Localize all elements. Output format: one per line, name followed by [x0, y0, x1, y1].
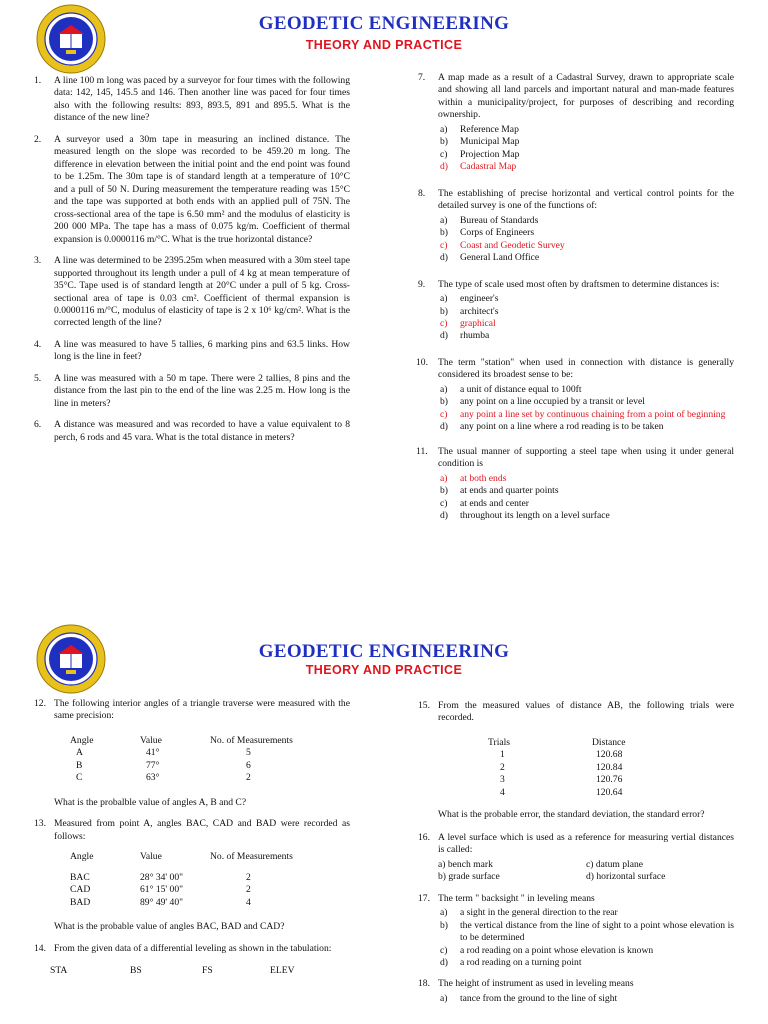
- option-c: c) Projection Map: [440, 148, 520, 160]
- question-7: 7. A map made as a result of a Cadastral Survey, drawn to appropriate scale and showing all land parcels and important natural and man-made features within a municipality/project, for purposes of describing and recording ownership. a) Reference Map b) Municipal Map c) Projection Map d) Cadastral Map: [418, 72, 734, 173]
- option-b: b) at ends and quarter points: [440, 485, 559, 497]
- table-row: 3 120.76: [500, 774, 623, 786]
- question-prompt: What is the probalble value of angles A, B and C?: [54, 796, 247, 808]
- question-3: 3. A line was determined to be 2395.25m when measured with a 30m steel tape supported throughout its length under a pull of 4 kg at mean temperature of 35°C. Tape used is of standard length at 20°C under a pull of 5 kg. Cross-sectional area of tape is 0.03 cm². Coefficient of thermal expansion is 0.0000116 m/°C, modulus of elasticity of tape is 2 x 10⁶ kg/cm². What is the corrected length of the line?: [34, 255, 350, 329]
- page-subtitle: THEORY AND PRACTICE: [305, 663, 463, 677]
- page1-left-column: [34, 75, 350, 453]
- question-text: From the given data of a differential leveling as shown in the tabulation:: [54, 942, 332, 954]
- table-row: C 63° 2: [76, 772, 251, 784]
- question-1: 1. A line 100 m long was paced by a surveyor for four times with the following data: 142, 145, 145.5 and 146. Then another line was paced for four times also with the following results: 893, 893.5, 891 and 895.5. What is the distance of the new line?: [34, 75, 350, 124]
- question-text: The height of instrument as used in leveling means: [438, 978, 634, 990]
- table-row: CAD 61° 15' 00" 2: [70, 884, 251, 896]
- option-c: c) a rod reading on a point whose elevation is known: [440, 944, 654, 956]
- option-a: a) a unit of distance equal to 100ft: [440, 383, 582, 395]
- question-text: The term "station" when used in connection with distance is generally considered its broadest sense to be:: [438, 356, 734, 381]
- table-row: 4 120.64: [500, 786, 623, 798]
- option-a: a) Reference Map: [440, 123, 519, 135]
- option-a: a) Bureau of Standards: [440, 214, 539, 226]
- option-d: d) rhumba: [440, 330, 490, 342]
- question-text: A level surface which is used as a reference for measuring vertial distances is called:: [438, 831, 734, 856]
- option-a: a) a sight in the general direction to the rear: [440, 907, 618, 919]
- page-title: GEODETIC ENGINEERING: [258, 13, 510, 34]
- option-d-answer: d) Cadastral Map: [440, 161, 517, 173]
- question-text: The type of scale used most often by draftsmen to determine distances is:: [438, 278, 720, 290]
- question-text: The following interior angles of a triangle traverse were measured with the same precision:: [54, 698, 350, 722]
- question-15: 15. From the measured values of distance AB, the following trials were recorded. Trials Distance 1 120.68 2 120.84 3 120.76 4 120.64 What is the probable error, the standard deviation, the standard error?: [418, 700, 734, 821]
- option-a-answer: a) at both ends: [440, 472, 507, 484]
- question-text: The establishing of precise horizontal and vertical control points for the detailed survey is one of the functions of:: [438, 187, 734, 212]
- question-12: 12. The following interior angles of a triangle traverse were measured with the same precision: Angle Value No. of Measurements A 41° 5 B 77° 6 C 63° 2 What is the probalble value of angles A, B and C?: [34, 698, 350, 808]
- question-10: 10. The term "station" when used in connection with distance is generally considered its broadest sense to be: a) a unit of distance equal to 100ft b) any point on a line occupied by a transit or level c) any point a line set by continuous chaining from a point of beginning d) any point on a line where a rod reading is to be taken: [416, 356, 734, 433]
- table-row: BAC 28° 34' 00" 2: [70, 871, 251, 883]
- page2-right-column: [418, 700, 734, 1014]
- page-2: [0, 620, 768, 1024]
- option-c: c) at ends and center: [440, 497, 529, 509]
- options-grid: [438, 859, 734, 884]
- angles-table: Angle Value No. of Measurements BAC 28° 34' 00" 2 CAD 61° 15' 00" 2 BAD 89° 49' 40" 4: [70, 851, 293, 908]
- option-b: b) Municipal Map: [440, 136, 520, 148]
- question-2: 2. A surveyor used a 30m tape in measuring an inclined distance. The measured length on the slope was recorded to be 459.20 m long. The difference in elevation between the initial point and the end point was found to be 1.25m. The 30m tape is of standard length at a temperature of 10°C and a pull of 50 N. During measurement the temperature reading was 15°C and the tape was supported at both ends with an applied pull of 75N. The cross-sectional area of the tape is 6.50 mm² and the modulus of elasticity is 200 000 MPa. The tape has a mass of 0.075 kg/m. Coefficient of thermal expansion is 0.0000116 m/°C. What is the true horizontal distance?: [34, 133, 350, 245]
- table-row: 2 120.84: [500, 761, 623, 773]
- question-18: 18. The height of instrument as used in leveling means a) tance from the ground to the line of sight: [418, 978, 734, 1005]
- option-d: d) a rod reading on a turning point: [440, 956, 582, 968]
- option-b: b) grade surface: [438, 871, 500, 883]
- option-b: b) the vertical distance from the line of sight to a point whose elevation is to be determined: [440, 919, 734, 944]
- option-d: d) General Land Office: [440, 252, 540, 264]
- trials-table: Trials Distance 1 120.68 2 120.84 3 120.76 4 120.64: [488, 736, 626, 798]
- question-4: 4. A line was measured to have 5 tallies, 6 marking pins and 63.5 links. How long is the line in feet?: [34, 338, 350, 363]
- question-text: A line was measured with a 50 m tape. There were 2 tallies, 8 pins and the distance from the last pin to the end of the line was 2.25 m. How long is the line in meters?: [54, 372, 350, 409]
- option-a: a) engineer's: [440, 293, 499, 305]
- question-text: The usual manner of supporting a steel tape when using it under general condition is: [438, 445, 734, 470]
- question-text: The term " backsight " in leveling means: [438, 892, 595, 904]
- option-c: c) datum plane: [586, 858, 644, 870]
- leveling-table: STA BS FS ELEV: [50, 965, 295, 977]
- page-title: GEODETIC ENGINEERING: [258, 641, 510, 662]
- question-text: A surveyor used a 30m tape in measuring an inclined distance. The measured length on the slope was recorded to be 459.20 m long. The difference in elevation between the initial point and the end point was found to be 1.25m. The 30m tape is of standard length at a temperature of 10°C and a pull of 50 N. During measurement the temperature reading was 15°C and the tape was supported at both ends with an applied pull of 75N. The cross-sectional area of the tape is 6.50 mm² and the modulus of elasticity is 200 000 MPa. The tape has a mass of 0.075 kg/m. Coefficient of thermal expansion is 0.0000116 m/°C. What is the true horizontal distance?: [54, 133, 350, 245]
- option-a: a) tance from the ground to the line of sight: [440, 992, 618, 1004]
- question-17: 17. The term " backsight " in leveling means a) a sight in the general direction to the rear b) the vertical distance from the line of sight to a point whose elevation is to be determined c) a rod reading on a point whose elevation is known d) a rod reading on a turning point: [418, 892, 734, 968]
- page2-left-column: [34, 698, 350, 987]
- table-row: B 77° 6: [76, 759, 251, 771]
- option-c-answer: c) any point a line set by continuous chaining from a point of beginning: [440, 408, 726, 420]
- option-d: d) throughout its length on a level surface: [440, 510, 610, 522]
- option-b: b) any point on a line occupied by a transit or level: [440, 396, 645, 408]
- question-text: A line 100 m long was paced by a surveyor for four times with the following data: 142, 145, 145.5 and 146. Then another line was paced for four times also with the following results: 893, 893.5, 891 and 895.5. What is the distance of the new line?: [54, 75, 350, 124]
- table-row: BAD 89° 49' 40" 4: [70, 896, 251, 908]
- question-6: 6. A distance was measured and was recorded to have a value equivalent to 8 perch, 6 rods and 45 vara. What is the total distance in meters?: [34, 419, 350, 443]
- question-5: 5. A line was measured with a 50 m tape. There were 2 tallies, 8 pins and the distance from the last pin to the end of the line was 2.25 m. How long is the line in meters?: [34, 372, 350, 409]
- option-c-answer: c) graphical: [440, 317, 496, 329]
- option-b: b) architect's: [440, 305, 499, 317]
- question-16: 16. A level surface which is used as a reference for measuring vertial distances is called: a) bench mark c) datum plane b) grade surface d) horizontal surface: [418, 831, 734, 883]
- table-row: A 41° 5: [76, 747, 251, 759]
- question-8: 8. The establishing of precise horizontal and vertical control points for the detailed survey is one of the functions of: a) Bureau of Standards b) Corps of Engineers c) Coast and Geodetic Survey d) General Land Office: [418, 187, 734, 264]
- question-text: A map made as a result of a Cadastral Survey, drawn to appropriate scale and showing all land parcels and important natural and man-made features within a municipality/project, for purposes of describing and recording ownership.: [438, 72, 734, 121]
- question-prompt: What is the probable error, the standard deviation, the standard error?: [438, 809, 705, 821]
- angles-table: Angle Value No. of Measurements A 41° 5 B 77° 6 C 63° 2: [70, 734, 293, 784]
- option-d: d) horizontal surface: [586, 871, 666, 883]
- option-c-answer: c) Coast and Geodetic Survey: [440, 239, 565, 251]
- option-d: d) any point on a line where a rod reading is to be taken: [440, 421, 664, 433]
- table-row: 1 120.68: [500, 749, 623, 761]
- question-text: Measured from point A, angles BAC, CAD and BAD were recorded as follows:: [54, 818, 350, 842]
- option-b: b) Corps of Engineers: [440, 227, 535, 239]
- question-13: 13. Measured from point A, angles BAC, CAD and BAD were recorded as follows: Angle Value No. of Measurements BAC 28° 34' 00" 2 CAD 61° 15' 00" 2 BAD 89° 49' 40" 4 What is the probable value of angles BAC, BAD and CAD?: [34, 818, 350, 933]
- page-subtitle: THEORY AND PRACTICE: [305, 38, 463, 52]
- question-9: 9. The type of scale used most often by draftsmen to determine distances is: a) engineer's b) architect's c) graphical d) rhumba: [418, 279, 734, 343]
- question-11: 11. The usual manner of supporting a steel tape when using it under general condition is a) at both ends b) at ends and quarter points c) at ends and center d) throughout its length on a level surface: [416, 445, 734, 522]
- question-text: A distance was measured and was recorded to have a value equivalent to 8 perch, 6 rods and 45 vara. What is the total distance in meters?: [54, 419, 350, 443]
- question-text: From the measured values of distance AB, the following trials were recorded.: [438, 700, 734, 724]
- question-14: 14. From the given data of a differential leveling as shown in the tabulation: STA BS FS ELEV: [34, 942, 332, 977]
- page1-right-column: [418, 72, 734, 532]
- option-a: a) bench mark: [438, 858, 493, 870]
- question-prompt: What is the probable value of angles BAC, BAD and CAD?: [54, 921, 285, 933]
- question-text: A line was determined to be 2395.25m when measured with a 30m steel tape supported throughout its length under a pull of 4 kg at mean temperature of 35°C. Tape used is of standard length at 20°C under a pull of 5 kg. Cross-sectional area of tape is 0.03 cm². Coefficient of thermal expansion is 0.0000116 m/°C, modulus of elasticity of tape is 2 x 10⁶ kg/cm². What is the corrected length of the line?: [54, 255, 350, 329]
- question-text: A line was measured to have 5 tallies, 6 marking pins and 63.5 links. How long is the line in feet?: [54, 338, 350, 363]
